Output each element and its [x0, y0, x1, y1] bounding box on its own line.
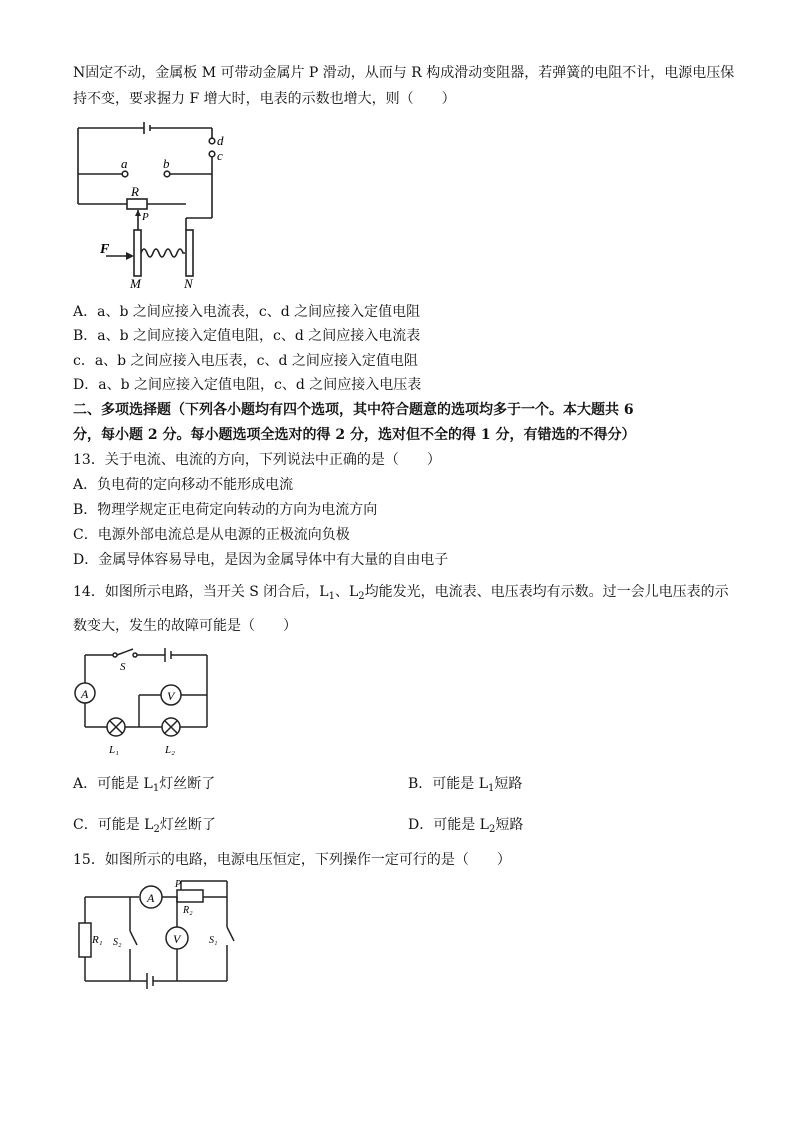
- q15-circuit-diagram: [75, 875, 250, 995]
- q14-circuit-diagram: [73, 645, 213, 760]
- q13-option-d: D．金属导体容易导电，是因为金属导体中有大量的自由电子: [73, 552, 449, 568]
- q15-ammeter-label: A: [147, 891, 155, 905]
- q14-stem-line2: 数变大，发生的故障可能是（ ）: [73, 618, 297, 634]
- q15-r1-label: R₁: [92, 934, 103, 946]
- section2-heading-line1: 二、多项选择题（下列各小题均有四个选项，其中符合题意的选项均多于一个。本大题共 6: [73, 402, 634, 418]
- q12-label-n: N: [184, 276, 193, 290]
- q12-stem-line1: N固定不动，金属板 M 可带动金属片 P 滑动，从而与 R 构成滑动变阻器，若弹簧的电阻不计，电源电压保: [73, 65, 735, 81]
- q14-voltmeter-label: V: [167, 689, 175, 703]
- q12-label-r: R: [131, 184, 139, 199]
- q14-stem-line1: 14．如图所示电路，当开关 S 闭合后，$L_1$、$L_2$均能发光，电流表、电压表均有示数。过一会儿电压表的示: [73, 584, 729, 602]
- q15-stem: 15．如图所示的电路，电源电压恒定，下列操作一定可行的是（ ）: [73, 852, 511, 868]
- q15-s1-label: S₁: [209, 935, 218, 946]
- q12-option-d: D．a、b 之间应接入定值电阻，c、d 之间应接入电压表: [73, 377, 422, 393]
- q12-stem-line2: 持不变，要求握力 F 增大时，电表的示数也增大，则（ ）: [73, 91, 456, 107]
- section2-heading-line2: 分，每小题 2 分。每小题选项全选对的得 2 分，选对但不全的得 1 分，有错选的不得分）: [73, 427, 636, 443]
- q14-switch-label: S: [120, 661, 126, 673]
- q14-l1-label: L₁: [109, 744, 119, 756]
- q15-voltmeter-label: V: [173, 932, 181, 946]
- q12-label-f: F: [100, 242, 110, 257]
- q12-label-c: c: [217, 148, 223, 163]
- q14-option-c: C．可能是 $L_2$灯丝断了: [73, 817, 216, 835]
- q12-label-d: d: [217, 133, 224, 148]
- q14-option-b: B．可能是 $L_1$短路: [408, 776, 523, 794]
- q15-s2-label: S₂: [113, 937, 122, 948]
- q13-option-c: C．电源外部电流总是从电源的正极流向负极: [73, 527, 350, 543]
- q14-l2-label: L₂: [165, 744, 175, 756]
- q12-label-m: M: [130, 276, 141, 290]
- q12-option-a: A．a、b 之间应接入电流表，c、d 之间应接入定值电阻: [73, 304, 421, 320]
- q12-option-c: c．a、b 之间应接入电压表，c、d 之间应接入定值电阻: [73, 353, 418, 369]
- q13-option-a: A．负电荷的定向移动不能形成电流: [73, 477, 294, 493]
- q13-stem: 13．关于电流、电流的方向，下列说法中正确的是（ ）: [73, 452, 441, 468]
- q12-circuit-diagram: [70, 118, 250, 290]
- q12-label-a: a: [121, 156, 128, 171]
- q12-label-b: b: [163, 156, 170, 171]
- q15-p-label: P: [175, 879, 182, 890]
- q14-option-d: D．可能是 $L_2$短路: [408, 817, 524, 835]
- q15-r2-label: R₂: [183, 905, 193, 916]
- q14-ammeter-label: A: [81, 687, 89, 701]
- q14-option-a: A．可能是 $L_1$灯丝断了: [73, 776, 216, 794]
- q13-option-b: B．物理学规定正电荷定向转动的方向为电流方向: [73, 502, 378, 518]
- q12-option-b: B．a、b 之间应接入定值电阻，c、d 之间应接入电流表: [73, 328, 421, 344]
- q12-label-p: P: [142, 211, 149, 223]
